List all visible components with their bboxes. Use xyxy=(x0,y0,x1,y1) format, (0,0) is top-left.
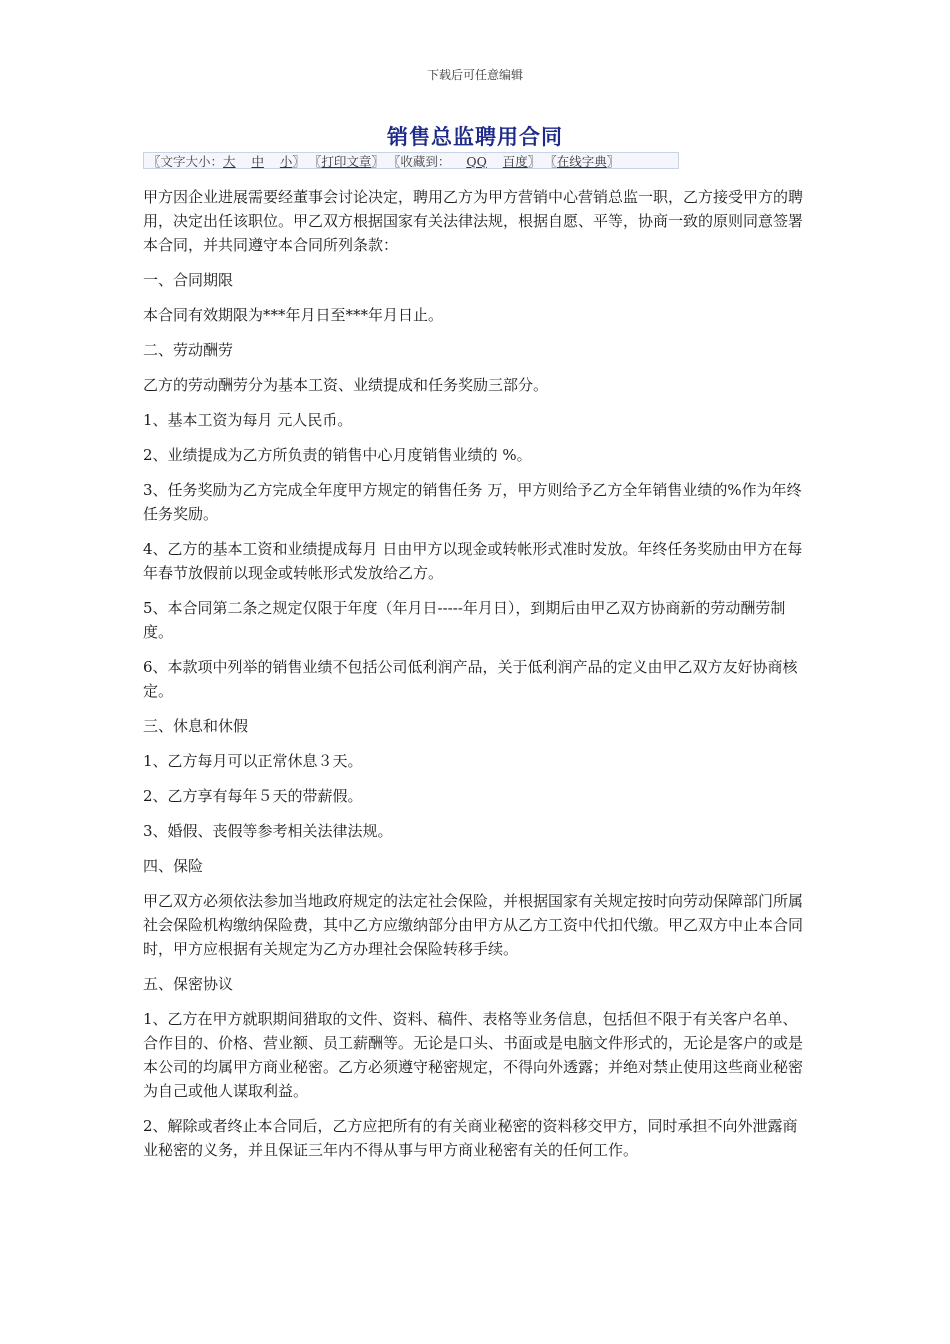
section-heading-insurance: 四、保险 xyxy=(143,857,204,875)
article-toolbar xyxy=(143,152,679,169)
font-size-medium-link[interactable]: 中 xyxy=(251,154,264,169)
font-size-large-link[interactable]: 大 xyxy=(223,154,236,169)
section-heading-leave: 三、休息和休假 xyxy=(143,717,249,735)
insurance-paragraph: 甲乙双方必须依法参加当地政府规定的法定社会保险，并根据国家有关规定按时向劳动保障部门所属社会保险机构缴纳保险费，其中乙方应缴纳部分由甲方从乙方工资中代扣代缴。甲乙双方中止本合同时，甲方应根据有关规定为乙方办理社会保险转移手续。 xyxy=(143,892,804,958)
clause-paragraph: 3、婚假、丧假等参考相关法律法规。 xyxy=(143,822,393,840)
toolbar-bracket: 〗 xyxy=(371,154,384,169)
collect-prefix: 〖收藏到： xyxy=(387,154,451,169)
clause-paragraph: 2、乙方享有每年５天的带薪假。 xyxy=(143,787,363,805)
section-heading-remuneration: 二、劳动酬劳 xyxy=(143,341,234,359)
contract-body xyxy=(143,185,811,1173)
online-dictionary-link[interactable]: 在线字典 xyxy=(556,154,607,169)
section-heading-term: 一、合同期限 xyxy=(143,271,234,289)
clause-paragraph: 4、乙方的基本工资和业绩提成每月 日由甲方以现金或转帐形式准时发放。年终任务奖励由甲方在每年春节放假前以现金或转帐形式发放给乙方。 xyxy=(143,540,803,582)
toolbar-bracket: 〗 xyxy=(292,154,305,169)
collect-baidu-link[interactable]: 百度 xyxy=(502,154,528,169)
term-paragraph: 本合同有效期限为***年月日至***年月日止。 xyxy=(143,306,444,324)
print-article-link[interactable]: 打印文章 xyxy=(321,154,372,169)
page-title: 销售总监聘用合同 xyxy=(387,125,563,149)
clause-paragraph: 1、基本工资为每月 元人民币。 xyxy=(143,411,353,429)
clause-paragraph: 6、本款项中列举的销售业绩不包括公司低利润产品，关于低利润产品的定义由甲乙双方友好协商核定。 xyxy=(143,658,798,700)
toolbar-bracket: 〗 xyxy=(527,154,541,169)
section-heading-confidentiality: 五、保密协议 xyxy=(143,975,234,993)
toolbar-bracket: 〖 xyxy=(544,154,557,169)
clause-paragraph: 5、本合同第二条之规定仅限于年度（年月日-----年月日），到期后由甲乙双方协商新的劳动酬劳制度。 xyxy=(143,599,786,641)
clause-paragraph: 2、解除或者终止本合同后，乙方应把所有的有关商业秘密的资料移交甲方，同时承担不向外泄露商业秘密的义务，并且保证三年内不得从事与甲方商业秘密有关的任何工作。 xyxy=(143,1117,798,1159)
toolbar-bracket: 〗 xyxy=(606,154,620,169)
clause-paragraph: 1、乙方每月可以正常休息３天。 xyxy=(143,752,363,770)
header-note: 下载后可任意编辑 xyxy=(426,68,523,82)
toolbar-bracket: 〖 xyxy=(308,154,322,169)
font-size-prefix: 〖文字大小： xyxy=(148,154,224,169)
clause-paragraph: 3、任务奖励为乙方完成全年度甲方规定的销售任务 万，甲方则给予乙方全年销售业绩的%作为年终任务奖励。 xyxy=(143,481,802,523)
clause-paragraph: 2、业绩提成为乙方所负责的销售中心月度销售业绩的 %。 xyxy=(143,446,532,464)
remuneration-paragraph: 乙方的劳动酬劳分为基本工资、业绩提成和任务奖励三部分。 xyxy=(143,376,549,394)
collect-qq-link[interactable]: QQ xyxy=(466,154,487,169)
clause-paragraph: 1、乙方在甲方就职期间猎取的文件、资料、稿件、表格等业务信息，包括但不限于有关客户名单、合作目的、价格、营业额、员工薪酬等。无论是口头、书面或是电脑文件形式的，无论是客户的或是本公司的均属甲方商业秘密。乙方必须遵守秘密规定，不得向外透露；并绝对禁止使用这些商业秘密为自己或他人谋取利益。 xyxy=(143,1010,804,1100)
font-size-small-link[interactable]: 小 xyxy=(279,154,293,169)
intro-paragraph: 甲方因企业进展需要经董事会讨论决定，聘用乙方为甲方营销中心营销总监一职，乙方接受甲方的聘用，决定出任该职位。甲乙双方根据国家有关法律法规，根据自愿、平等，协商一致的原则同意签署本合同，并共同遵守本合同所列条款： xyxy=(143,188,804,254)
